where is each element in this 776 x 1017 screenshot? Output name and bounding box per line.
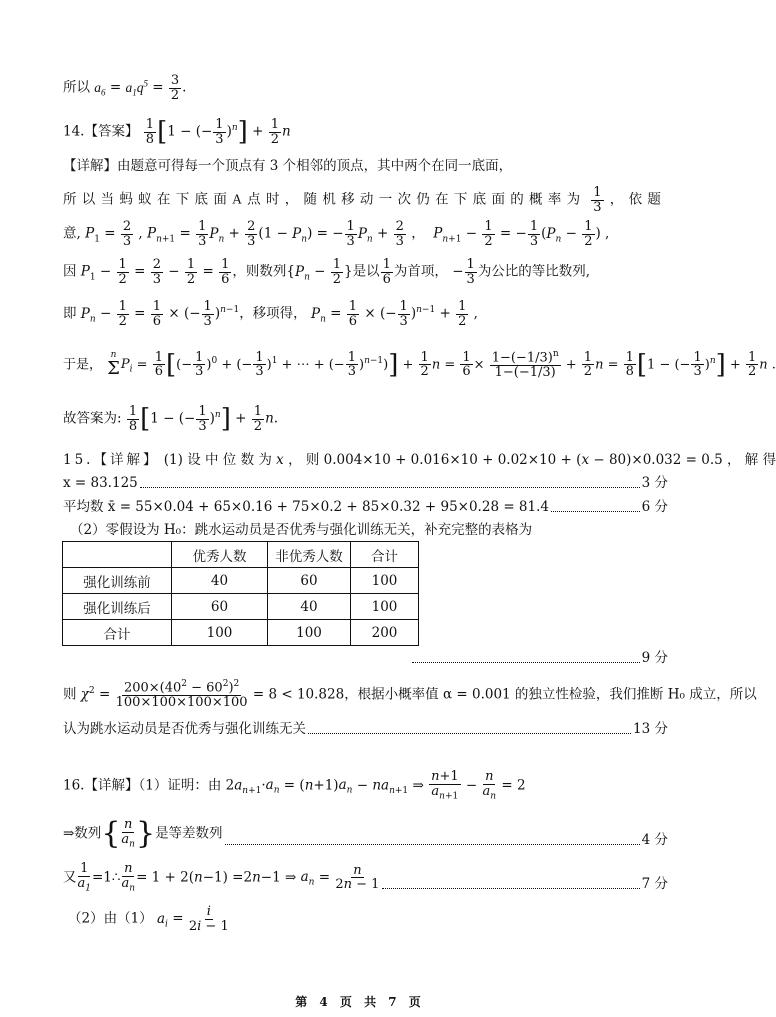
q15-conclusion-row	[63, 719, 668, 739]
conclusion-text: 认为跳水运动员是否优秀与强化训练无关	[63, 721, 306, 737]
q16-part1: 16.【详解】（1）证明：由 $2a_{n+1}\cdot a_n = (n+1)a_n - na_{n+1}$ ⇒ $\frac{n+1}{a_{n+1}}$ − $\frac{n}{a_n}$ = 2	[63, 769, 526, 802]
detail-text: 由题意可得每一个顶点有 3 个相邻的顶点，其中两个在同一底面，	[117, 158, 513, 174]
table-cell: 40	[268, 594, 351, 620]
score: 3 分	[641, 475, 668, 491]
dot-leader	[140, 487, 640, 488]
table-header-row	[63, 542, 419, 568]
table-cell: 60	[172, 594, 268, 620]
score: 4 分	[641, 831, 668, 848]
table-row	[63, 620, 419, 646]
q14-label: 14.【答案】	[63, 123, 139, 140]
q15-label: 15.【详解】	[63, 452, 160, 468]
q15-chi-line: 则 $\chi^2$ = $\frac{200\times(40^2 - 60^2)^2}{100\times 100\times 100\times 100}$ = 8 < 10.828，根据小概率值 α = 0.001 的独立性检验，我们推断 H₀ 成立，所以	[63, 679, 757, 710]
q16-general-row	[63, 862, 668, 894]
q14-line-4: 因 $P_1$ − $\frac{1}{2}$ = $\frac{2}{3}$ − $\frac{1}{2}$ = $\frac{1}{6}$ ，则数列{$P_n$ − $\frac{1}{2}$ }是以 $\frac{1}{6}$ 为首项， − $\frac{1}{3}$ 为公比的等比数列,	[63, 257, 591, 287]
q14-line-5: 即 $P_n$ − $\frac{1}{2}$ = $\frac{1}{6}$ × (− $\frac{1}{3}$ )$^{n-1}$，移项得， $P_n$ = $\frac{1}{6}$ × (− $\frac{1}{3}$ )$^{n-1}$ + $\frac{1}{2}$ ,	[63, 299, 478, 329]
table-cell: 100	[351, 594, 419, 620]
table-row	[63, 568, 419, 594]
contingency-table	[62, 541, 419, 646]
dot-leader	[382, 888, 639, 889]
dot-leader	[412, 662, 640, 663]
q14-detail-line-1	[63, 156, 512, 176]
score: 7 分	[641, 875, 668, 892]
table-header	[63, 542, 172, 568]
table-header: 优秀人数	[172, 542, 268, 568]
general-text: 又 $\frac{1}{a_1}$ =1∴ $\frac{n}{a_n}$ = 1 + 2(n−1) =2n−1 ⇒ $a_n$ = $\frac{n}{2n - 1}$	[63, 861, 380, 894]
q15-part2: （2）零假设为 H₀：跳水运动员是否优秀与强化训练无关，补充完整的表格为	[70, 522, 533, 538]
q14-final: 故答案为: $\frac{1}{8}$ [1 − (− $\frac{1}{3}$ )$^n$] + $\frac{1}{2}$ n.	[63, 404, 279, 435]
table-cell: 60	[268, 568, 351, 594]
median-value: x = 83.125	[63, 475, 138, 491]
q16-arith-row	[63, 815, 668, 851]
q14-answer-line: 14.【答案】 $\frac{1}{8}$ [1 − (− $\frac{1}{3}$ )$^n$] + $\frac{1}{2}$ n	[63, 117, 291, 148]
text-prefix: 于是，	[63, 357, 103, 373]
table-header: 合计	[351, 542, 419, 568]
dot-leader	[225, 844, 640, 845]
detail-label: 【详解】	[63, 158, 117, 174]
table-cell: 100	[268, 620, 351, 646]
q14-line-6: 于是， n Σ $P_i$ = $\frac{1}{6}$ [(− $\frac{1}{3}$ )$^0$ + (− $\frac{1}{3}$ )$^1$ + ⋯ + (− $\frac{1}{3}$ )$^{n-1}$)] + $\frac{1}{2}$ n = $\frac{1}{6}$ × $\frac{1-(-1/3)^n}{1-(-1/3)}$ + $\frac{1}{2}$ n = $\frac{1}{8}$ [1 − (− $\frac{1}{3}$ )$^n$] + $\frac{1}{2}$ n .	[63, 349, 776, 380]
table-cell: 100	[172, 620, 268, 646]
dot-leader	[308, 733, 631, 734]
line-a6: 所以 $a_6 = a_1q^5$ = $\frac{3}{2}$ .	[63, 72, 187, 103]
table-row	[63, 594, 419, 620]
score: 6 分	[641, 499, 668, 515]
score: 13 分	[633, 721, 668, 737]
text-prefix: 故答案为:	[63, 410, 122, 427]
table-cell: 40	[172, 568, 268, 594]
text-prefix: 则	[63, 686, 77, 703]
text-prefix: 因	[63, 263, 77, 280]
q15-mean-row	[63, 497, 668, 517]
page-footer: 第 4 页 共 7 页	[295, 995, 425, 1009]
q16-label: 16.【详解】	[63, 777, 139, 794]
q16-part2: （2）由（1） $a_i$ = $\frac{i}{2i - 1}$	[68, 904, 229, 934]
text-prefix: 所以	[63, 79, 90, 96]
table-cell: 100	[351, 568, 419, 594]
table-cell: 合计	[63, 620, 172, 646]
table-cell: 200	[351, 620, 419, 646]
table-header: 非优秀人数	[268, 542, 351, 568]
q15-table-score-row	[410, 648, 668, 668]
text-prefix: 即	[63, 305, 77, 322]
text-prefix: 意,	[63, 225, 81, 242]
q15-part1: 15.【详解】 (1) 设 中 位 数 为 x ， 则 0.004×10 + 0.016×10 + 0.02×10 + (x − 80)×0.032 = 0.5 ， 解 得	[63, 452, 776, 468]
q14-line-3: 意, $P_1$ = $\frac{2}{3}$ , $P_{n+1}$ = $\frac{1}{3}$ $P_n$ + $\frac{2}{3}$ $(1 - P_n)$ = − $\frac{1}{3}$ $P_n$ + $\frac{2}{3}$ ， $P_{n+1}$ − $\frac{1}{2}$ = − $\frac{1}{3}$ ($P_n$ − $\frac{1}{2}$ ) ,	[63, 219, 610, 249]
arith-text: ⇒数列{ $\frac{n}{a_n}$ }是等差数列	[63, 815, 223, 851]
dot-leader	[551, 511, 640, 512]
score: 9 分	[641, 650, 668, 666]
table-cell: 强化训练后	[63, 594, 172, 620]
q14-detail-line-2: 所 以 当 蚂 蚁 在 下 底 面 A 点 时 ， 随 机 移 动 一 次 仍 在 下 底 面 的 概 率 为 $\frac{1}{3}$ ， 依 题	[63, 185, 662, 215]
q15-median-row	[63, 473, 668, 493]
chi-text: ，根据小概率值 α = 0.001 的独立性检验，我们推断 H₀ 成立，所以	[344, 686, 757, 703]
mean-value: 平均数 x̄ = 55×0.04 + 65×0.16 + 75×0.2 + 85×0.32 + 95×0.28 = 81.4	[63, 499, 549, 515]
table-cell: 强化训练前	[63, 568, 172, 594]
